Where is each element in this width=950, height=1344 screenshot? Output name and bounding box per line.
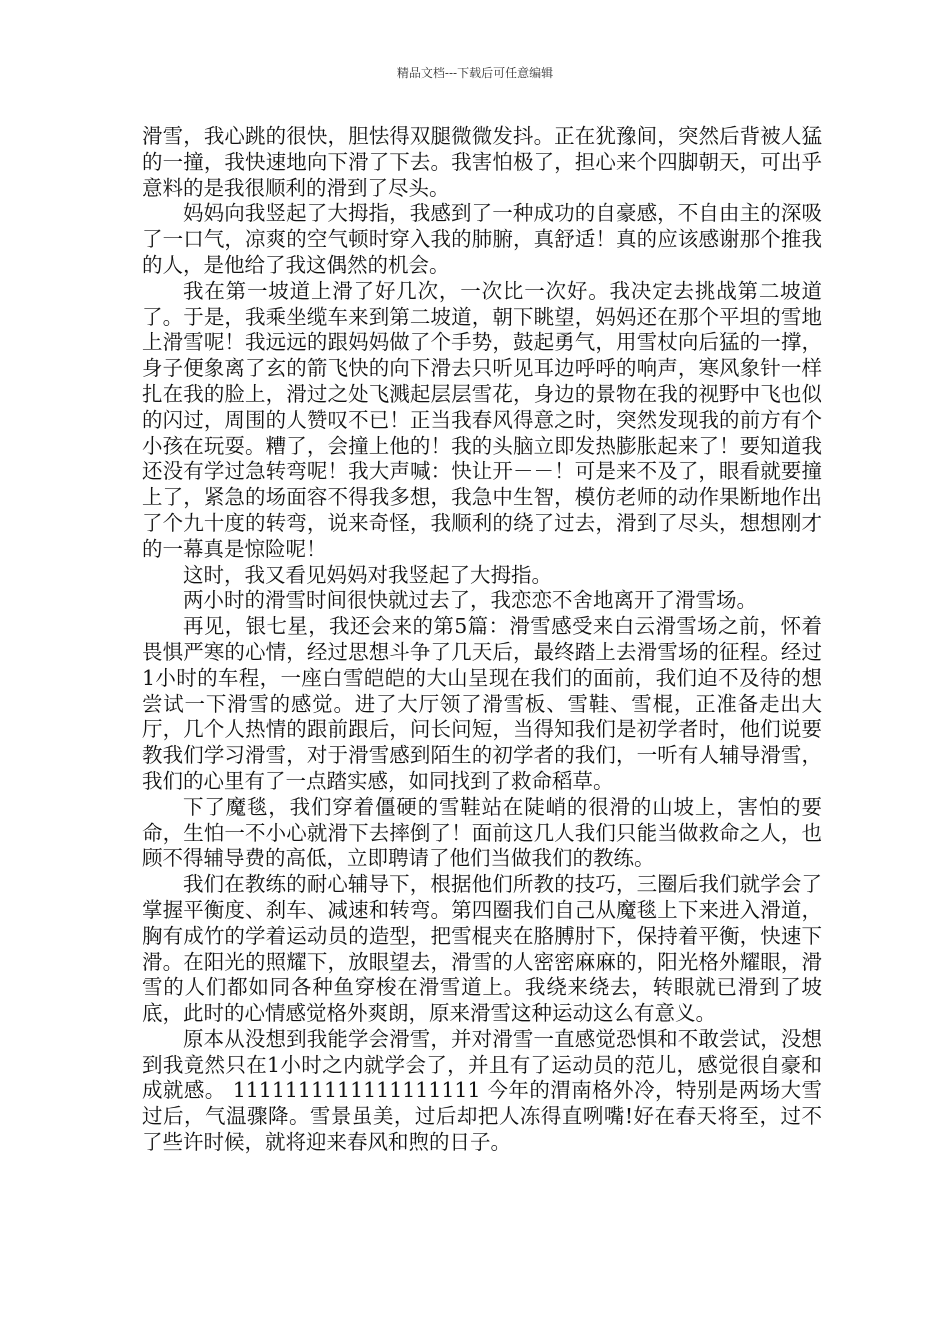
page-header: 精品文档---下载后可任意编辑 xyxy=(396,66,554,80)
paragraph: 滑雪，我心跳的很快，胆怯得双腿微微发抖。正在犹豫间，突然后背被人猛的一撞，我快速地向下滑了下去。我害怕极了，担心来个四脚朝天，可出乎意料的是我很顺利的滑到了尽头。 xyxy=(142,124,822,200)
paragraph: 再见，银七星，我还会来的第5篇：滑雪感受来白云滑雪场之前，怀着畏惧严寒的心情，经过思想斗争了几天后，最终踏上去滑雪场的征程。经过1小时的车程，一座白雪皑皑的大山呈现在我们的面前，我们迫不及待的想尝试一下滑雪的感觉。进了大厅领了滑雪板、雪鞋、雪棍，正准备走出大厅，几个人热情的跟前跟后，问长问短，当得知我们是初学者时，他们说要教我们学习滑雪，对于滑雪感到陌生的初学者的我们，一听有人辅导滑雪，我们的心里有了一点踏实感，如同找到了救命稻草。 xyxy=(142,614,822,793)
paragraph: 我们在教练的耐心辅导下，根据他们所教的技巧，三圈后我们就学会了掌握平衡度、刹车、减速和转弯。第四圈我们自己从魔毯上下来进入滑道，胸有成竹的学着运动员的造型，把雪棍夹在胳膊肘下，保持着平衡，快速下滑。在阳光的照耀下，放眼望去，滑雪的人密密麻麻的，阳光格外耀眼，滑雪的人们都如同各种鱼穿梭在滑雪道上。我绕来绕去，转眼就已滑到了坡底，此时的心情感觉格外爽朗，原来滑雪这种运动这么有意义。 xyxy=(142,872,822,1026)
paragraph: 两小时的滑雪时间很快就过去了，我恋恋不舍地离开了滑雪场。 xyxy=(183,588,757,613)
paragraph: 原本从没想到我能学会滑雪，并对滑雪一直感觉恐惧和不敢尝试，没想到我竟然只在1小时之内就学会了，并且有了运动员的范儿，感觉很自豪和成就感。 1111111111111111111 今年的渭南格外冷，特别是两场大雪过后，气温骤降。雪景虽美，过后却把人冻得直咧嘴!好在春天将至，过不了些许时候，就将迎来春风和煦的日子。 xyxy=(142,1026,822,1155)
paragraph: 下了魔毯，我们穿着僵硬的雪鞋站在陡峭的很滑的山坡上，害怕的要命，生怕一不小心就滑下去摔倒了！面前这几人我们只能当做救命之人，也顾不得辅导费的高低，立即聘请了他们当做我们的教练。 xyxy=(142,794,822,871)
document-body xyxy=(142,124,822,1156)
paragraph: 我在第一坡道上滑了好几次，一次比一次好。我决定去挑战第二坡道了。于是，我乘坐缆车来到第二坡道，朝下眺望，妈妈还在那个平坦的雪地上滑雪呢！我远远的跟妈妈做了个手势，鼓起勇气，用雪杖向后猛的一撑，身子便象离了玄的箭飞快的向下滑去只听见耳边呼呼的响声，寒风象针一样扎在我的脸上，滑过之处飞溅起层层雪花，身边的景物在我的视野中飞也似的闪过，周围的人赞叹不已！正当我春风得意之时，突然发现我的前方有个小孩在玩耍。糟了，会撞上他的！我的头脑立即发热膨胀起来了！要知道我还没有学过急转弯呢！我大声喊：快让开－－！可是来不及了，眼看就要撞上了，紧急的场面容不得我多想，我急中生智，模仿老师的动作果断地作出了个九十度的转弯，说来奇怪，我顺利的绕了过去，滑到了尽头，想想刚才的一幕真是惊险呢！ xyxy=(142,278,822,561)
paragraph: 妈妈向我竖起了大拇指，我感到了一种成功的自豪感，不自由主的深吸了一口气，凉爽的空气顿时穿入我的肺腑，真舒适！真的应该感谢那个推我的人，是他给了我这偶然的机会。 xyxy=(142,201,822,277)
paragraph: 这时，我又看见妈妈对我竖起了大拇指。 xyxy=(183,562,552,587)
